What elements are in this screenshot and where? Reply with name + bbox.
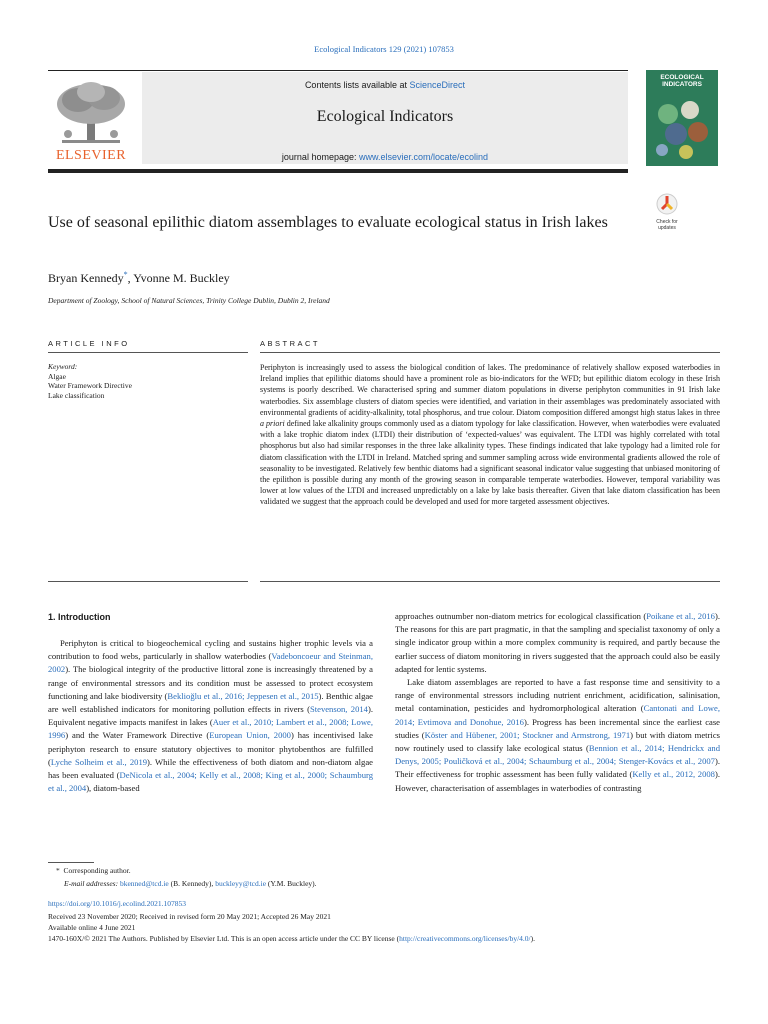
keyword-item: Lake classification [48, 390, 105, 400]
crossmark-label-1: Check for [656, 219, 678, 225]
abstract-rule [260, 352, 720, 353]
email-link-buckley[interactable]: buckleyy@tcd.ie [215, 879, 267, 888]
crossmark-icon [656, 193, 678, 215]
keywords-block [48, 362, 248, 400]
body-text: approaches outnumber non-diatom metrics for ecological classification ( [395, 611, 647, 621]
body-text: ). Their effectiveness for trophic assessment has been fully validated ( [395, 756, 720, 780]
footnote-mark: * [56, 866, 60, 875]
available-online: Available online 4 June 2021 [48, 923, 136, 932]
citation-link[interactable]: Bennion et al., 2014; Hendrickx and Denys, 2005; Pouličková et al., 2004; Schaumburg et al., 2004; Stenger-Kovács et al., 2007 [395, 743, 720, 767]
citation-link[interactable]: Beklioğlu et al., 2016; Jeppesen et al., 2015 [167, 690, 319, 701]
citation-link[interactable]: Poikane et al., 2016 [646, 611, 715, 621]
cover-title-line1: ECOLOGICAL [660, 74, 704, 81]
email-link-kennedy[interactable]: bkenned@tcd.ie [119, 879, 169, 888]
author-buckley[interactable]: Yvonne M. Buckley [133, 271, 230, 285]
abstract-heading: ABSTRACT [260, 339, 321, 348]
abstract-part-2: defined lake alkalinity groups commonly used as a diatom typology for lake classification. However, when waterbodies were evaluated with a lake trophic diatom index (LTDI) their distribution of ‘expected-values’ was equivalent. The LTDI was highly correlated with total phosphorus but also had similar responses in the three lake alkalinity types. These findings indicated that lake typology had a limited role for diatom classification with the LTDI in Ireland. Matched spring and summer sampling across wide environmental gradients allowed the role of seasonality to be investigated. Relatively few benthic diatoms had a significant seasonal indicator value suggesting that unbiased monitoring of the epilithon is possible during any month of the growing season in comparable temperate waterbodies. However, temporal variability was lower at low values of the LTDI and increased unpredictably on a lake by lake basis thereafter. Given that lake diatom classification has been validated we suggest that the approach could be developed and used for more targeted assessment objectives. [260, 419, 720, 507]
body-text: ) has incentivised lake periphyton research to ensure statutory objectives to monitor phytobenthos are fulfilled ( [48, 730, 373, 767]
received-dates: Received 23 November 2020; Received in revised form 20 May 2021; Accepted 26 May 2021 [48, 912, 331, 921]
body-column-left [48, 637, 373, 795]
check-for-updates-badge[interactable] [650, 193, 684, 229]
footnote-rule [48, 862, 94, 863]
article-info-heading: ARTICLE INFO [48, 339, 130, 348]
body-text: ). Progress has been incremental since the earliest case studies ( [395, 716, 720, 740]
intro-paragraph [395, 610, 720, 676]
abstract-part-1: Periphyton is increasingly used to assess the biological condition of lakes. The predominance of relatively shallow exposed waterbodies in Ireland implies that epilithic diatoms should have a prominent role as bio-indicators for the WFD; but epilithic diatom ecology in these Irish systems is poorly described. We characterised spring and summer diatom populations in diverse periphyton communities in 91 Irish lake waterbodies. Six assemblage clusters of diatom species were identified, and variation in their assemblages was predominately associated with environmental gradients of acidity-alkalinity, total phosphorus, and true colour. Diatom composition differed amongst high status lakes in three [260, 363, 720, 417]
crossmark-label-2: updates [658, 224, 676, 231]
body-text: ). While the effectiveness of both diatom and non-diatom algae has been evaluated ( [48, 756, 373, 781]
section-heading-introduction: 1. Introduction [48, 612, 111, 622]
citation-link[interactable]: DeNicola et al., 2004; Kelly et al., 2008; King et al., 2000; Schaumburg et al., 2004 [48, 770, 373, 794]
elsevier-wordmark: ELSEVIER [55, 148, 127, 163]
corresponding-author-mark[interactable]: * [123, 270, 128, 279]
doi-link[interactable]: https://doi.org/10.1016/j.ecolind.2021.107853 [48, 899, 186, 908]
body-text: ). Benthic algae are well established indicators for monitoring pollution effects in rivers ( [48, 690, 373, 715]
body-text: ), diatom-based [86, 783, 140, 794]
journal-homepage [142, 152, 628, 162]
citation-link[interactable]: Lyche Solheim et al., 2019 [50, 756, 148, 767]
abstract-italic: a priori [260, 419, 285, 429]
keyword-item: Water Framework Directive [48, 381, 132, 390]
body-text: ) and the Water Framework Directive ( [65, 730, 210, 741]
citation-link[interactable]: Stevenson, 2014 [309, 704, 368, 715]
email-name-kennedy: (B. Kennedy), [168, 879, 216, 888]
body-text: ). Equivalent negative impacts manifest in lakes ( [48, 704, 373, 728]
cover-title-line2: INDICATORS [662, 81, 702, 88]
email-name-buckley: (Y.M. Buckley). [266, 879, 317, 888]
abstract-bottom-rule [260, 581, 720, 582]
body-text: ). The biological integrity of the productive littoral zone is increasingly threatened by a range of environmental stressors and its condition must be assessed to protect ecosystem functioning and lake biodiversity ( [48, 664, 373, 701]
citation-link[interactable]: Kelly et al., 2012, 2008 [632, 769, 715, 780]
author-kennedy[interactable]: Bryan Kennedy [48, 271, 124, 285]
citation-link[interactable]: Auer et al., 2010; Lambert et al., 2008; Lowe, 1996 [48, 717, 373, 741]
citation-link[interactable]: European Union, 2000 [209, 730, 291, 741]
journal-title: Ecological Indicators [316, 108, 454, 125]
homepage-prefix: journal homepage: [281, 152, 357, 162]
email-label: E-mail addresses: [64, 879, 119, 888]
license-statement [48, 934, 728, 945]
intro-paragraph [395, 676, 720, 795]
license-suffix: ). [530, 934, 536, 943]
body-text: ) but with diatom metrics now routinely used to classify lake ecological status ( [395, 729, 720, 754]
citation-link[interactable]: Köster and Hübener, 2001; Stockner and Armstrong, 1971 [424, 729, 631, 740]
affiliation: Department of Zoology, School of Natural Sciences, Trinity College Dublin, Dublin 2, Ireland [48, 296, 330, 305]
contents-lists [142, 80, 628, 90]
citation-link[interactable]: Vadeboncoeur and Steinman, 2002 [48, 651, 373, 675]
body-column-right [395, 610, 720, 795]
article-info-bottom-rule [48, 581, 248, 582]
article-info-rule [48, 352, 248, 353]
corresponding-author-text: Corresponding author. [63, 866, 131, 875]
contents-prefix: Contents lists available at [304, 80, 407, 90]
cover-image-icon [646, 70, 718, 166]
homepage-link[interactable]: www.elsevier.com/locate/ecolind [359, 152, 489, 162]
article-title: Use of seasonal epilithic diatom assemblages to evaluate ecological status in Irish lakes [48, 214, 608, 231]
abstract-text [260, 362, 720, 508]
author-separator: , [127, 271, 134, 285]
email-addresses [64, 879, 724, 890]
keywords-label: Keyword: [48, 362, 78, 371]
journal-cover[interactable] [646, 70, 718, 166]
body-text: ). The reasons for this are part pragmatic, in that the sampling and specialist taxonomy of only a single indicator group within a more complex community is required, and partly because the earlier success of diatom monitoring in rivers suggested that the approach could also be easily adapted for lentic systems. [395, 611, 720, 674]
elsevier-tree-icon [48, 78, 134, 148]
license-link[interactable]: http://creativecommons.org/licenses/by/4.0/ [399, 934, 531, 943]
corresponding-author-note [56, 866, 716, 877]
body-text: ). However, characterisation of assemblages in waterbodies of contrasting [395, 769, 720, 793]
author-list [48, 270, 230, 286]
intro-paragraph [48, 637, 373, 795]
body-text: Lake diatom assemblages are reported to have a fast response time and sensitivity to a range of environmental stressors including nutrient enrichment, acidification, salinisation, metal contamination, pesticides and hydromorphological alteration ( [395, 677, 720, 714]
body-text: Periphyton is critical to biogeochemical cycling and sustains higher trophic levels via a contribution to food webs, particularly in shallow waterbodies ( [48, 638, 373, 662]
elsevier-logo[interactable] [48, 78, 134, 164]
citation-link[interactable]: Cantonati and Lowe, 2014; Evtimova and Donohue, 2016 [395, 703, 720, 727]
license-prefix: 1470-160X/© 2021 The Authors. Published by Elsevier Ltd. This is an open access article under the CC BY license ( [48, 934, 400, 943]
keyword-item: Algae [48, 371, 66, 381]
sciencedirect-link[interactable]: ScienceDirect [409, 80, 466, 90]
journal-reference[interactable]: Ecological Indicators 129 (2021) 107853 [314, 44, 454, 54]
